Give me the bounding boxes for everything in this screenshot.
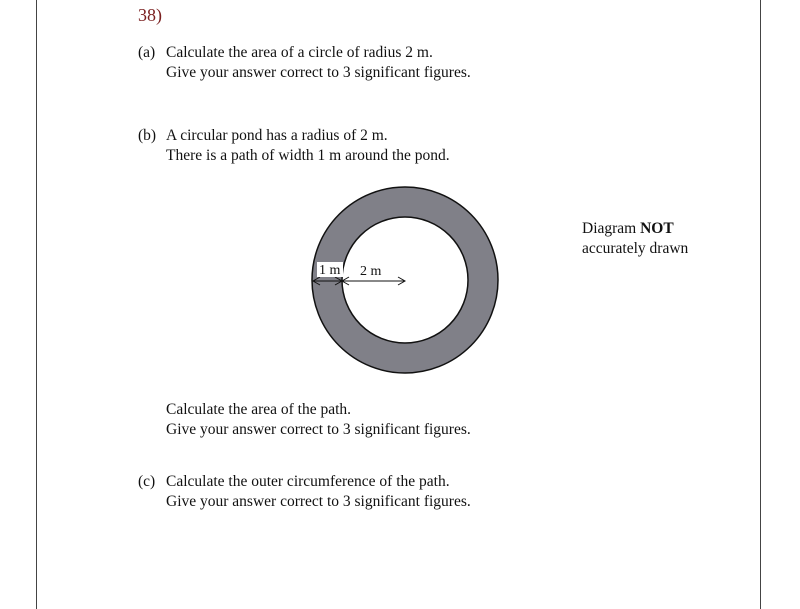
diagram-note (582, 219, 688, 259)
pond-circle (342, 217, 468, 343)
part-a (138, 43, 558, 83)
part-b-line-2: There is a path of width 1 m around the pond. (166, 147, 450, 164)
part-b-letter: (b) (138, 127, 157, 144)
diagram-note-line-2: accurately drawn (582, 240, 689, 257)
part-a-line-2: Give your answer correct to 3 significant figures. (166, 64, 471, 81)
path-width-label: 1 m (319, 263, 341, 278)
part-c-text (166, 472, 471, 512)
part-c-letter: (c) (138, 473, 156, 490)
part-a-text (166, 43, 471, 83)
radius-label: 2 m (360, 264, 382, 279)
part-b-line-4: Give your answer correct to 3 significant figures. (166, 421, 471, 438)
diagram-note-emphasis: NOT (640, 220, 674, 237)
pond-path-diagram (290, 180, 520, 400)
part-a-line-1: Calculate the area of a circle of radius 2 m. (166, 44, 433, 61)
part-c-line-1: Calculate the outer circumference of the path. (166, 473, 450, 490)
part-b-line-3: Calculate the area of the path. (166, 401, 352, 418)
diagram-note-prefix: Diagram (582, 220, 641, 237)
page-left-border (36, 0, 37, 609)
part-b (138, 126, 558, 166)
part-b-line-1: A circular pond has a radius of 2 m. (166, 127, 388, 144)
part-a-letter: (a) (138, 44, 156, 61)
part-c (138, 472, 558, 512)
page-right-border (760, 0, 761, 609)
question-number: 38) (138, 5, 162, 25)
part-b-text (166, 126, 450, 166)
part-b-task (166, 400, 471, 440)
part-c-line-2: Give your answer correct to 3 significant figures. (166, 493, 471, 510)
